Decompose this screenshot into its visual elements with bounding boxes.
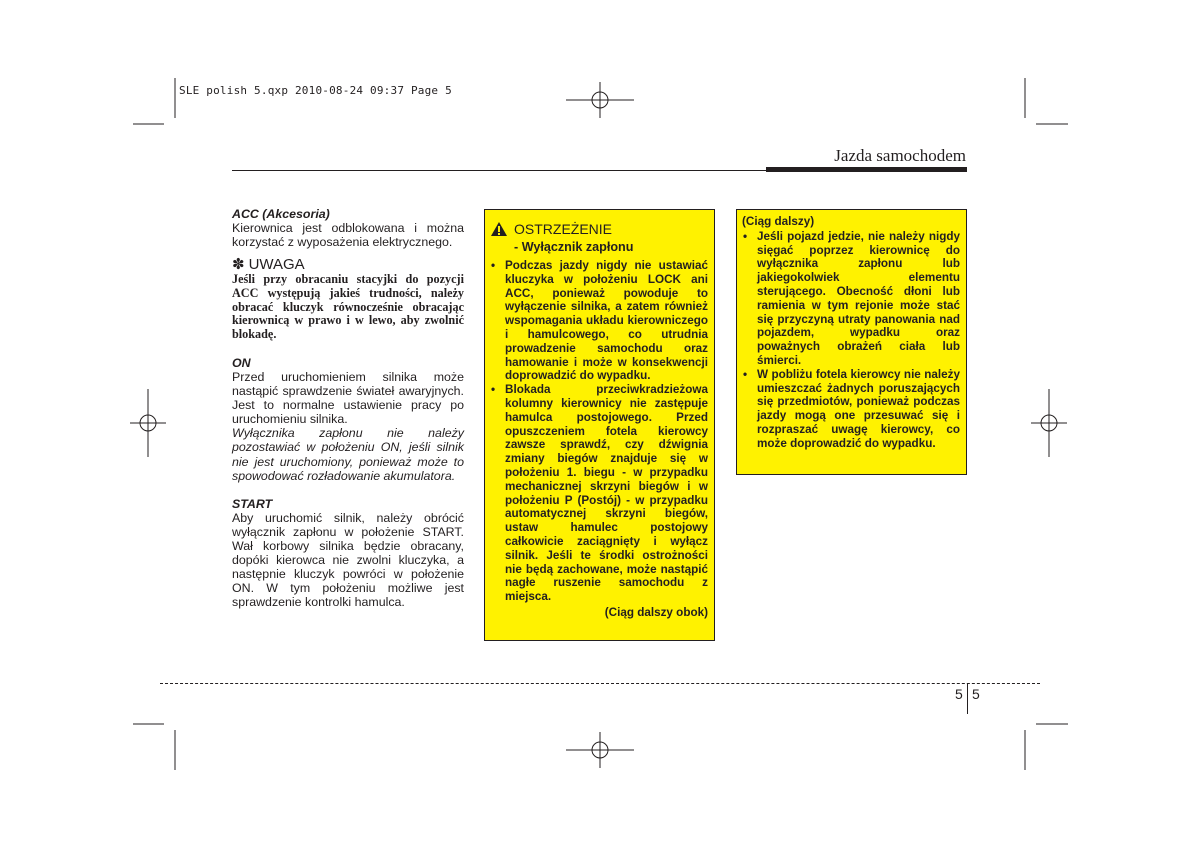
footer-rule: [160, 683, 1040, 684]
section-title: Jazda samochodem: [834, 146, 966, 165]
continued-bullet: [742, 368, 960, 451]
warning-bullet-text: Podczas jazdy nigdy nie ustawiać kluczyka w położeniu LOCK ani ACC, ponieważ powoduje to wyłączenie silnika, a zatem również wspomagania układu kierowniczego i hamulcowego, co utrudnia prowadzenie samochodu oraz hamowanie i może w konsekwencji doprowadzić do wypadku.: [505, 259, 708, 383]
warning-triangle-icon: [490, 221, 508, 237]
on-italic-text: Wyłącznika zapłonu nie należy pozostawiać w położeniu ON, jeśli silnik nie jest uruchomiony, ponieważ może to spowodować rozładowanie akumulatora.: [232, 426, 464, 483]
warning-title: OSTRZEŻENIE: [514, 221, 613, 237]
file-slug: SLE polish 5.qxp 2010-08-24 09:37 Page 5: [179, 84, 452, 97]
section-number: 5: [955, 686, 963, 702]
continued-note: (Ciąg dalszy obok): [604, 605, 708, 619]
warning-bullet: [490, 259, 708, 383]
bullet-icon: •: [491, 259, 496, 272]
bullet-icon: •: [491, 383, 496, 397]
bullet-icon: •: [743, 367, 748, 381]
acc-text: Kierownica jest odblokowana i można korzystać z wyposażenia elektrycznego.: [232, 221, 464, 250]
page-number: 5: [972, 686, 980, 702]
continued-bullet-text: Jeśli pojazd jedzie, nie należy nigdy sięgać poprzez kierownicę do wyłącznika zapłonu lub jakiegokolwiek elementu sterującego. Obecność dłoni lub ramienia w tym rejonie może stać się przyczyną utraty panowania nad pojazdem, wypadku oraz poważnych obrażeń ciała lub śmierci.: [757, 229, 960, 367]
warning-bullet: [490, 383, 708, 604]
bullet-icon: •: [743, 229, 748, 243]
header-rule-accent: [766, 167, 967, 172]
main-column: [232, 207, 464, 609]
start-heading: START: [232, 496, 273, 511]
on-text: Przed uruchomieniem silnika może nastąpić sprawdzenie świateł awaryjnych. Jest to normalne ustawienie pracy po uruchomieniu silnika.: [232, 369, 464, 427]
asterisk-icon: ✽: [232, 256, 245, 274]
warning-bullet-text: Blokada przeciwkradzieżowa kolumny kierownicy nie zastępuje hamulca postojowego. Przed opuszczeniem fotela kierowcy zawsze sprawdź, czy dźwignia zmiany biegów znajduje się w położeniu 1. biegu - w przypadku mechanicznej skrzyni biegów i w położeniu P (Postój) - w przypadku automatycznej skrzyni biegów, ustaw hamulec postojowy całkowicie zaciągnięty i wyłącz silnik. Jeśli te środki ostrożności nie będą zachowane, może nastąpić nagłe ruszenie samochodu z miejsca.: [505, 383, 708, 604]
acc-heading: ACC (Akcesoria): [232, 207, 330, 221]
continued-bullet: [742, 230, 960, 368]
warning-box: [484, 209, 715, 641]
warning-heading: [490, 220, 708, 238]
warning-subtitle: - Wyłącznik zapłonu: [514, 240, 634, 254]
on-heading: ON: [232, 355, 251, 370]
note-title: UWAGA: [248, 256, 305, 274]
note-heading: [232, 258, 464, 272]
continued-bullet-text: W pobliżu fotela kierowcy nie należy umieszczać żadnych poruszających się przedmiotów, ponieważ podczas jazdy mogą one przesuwać się i rozpraszać uwagę kierowcy, co może doprowadzić do wypadku.: [757, 367, 960, 450]
note-text: Jeśli przy obracaniu stacyjki do pozycji ACC występują jakieś trudności, należy obracać kluczyk równocześnie obracając kierownicą w prawo i w lewo, aby zwolnić blokadę.: [232, 272, 464, 342]
continued-heading: (Ciąg dalszy): [742, 215, 815, 228]
start-text: Aby uruchomić silnik, należy obrócić wyłącznik zapłonu w położenie START. Wał korbowy silnika będzie obracany, dopóki kierowca nie zwolni kluczyka, a następnie kluczyk powróci w położenie ON. W tym położeniu możliwe jest sprawdzenie kontrolki hamulca.: [232, 510, 464, 610]
page-number-separator: [967, 684, 968, 714]
warning-continued-box: [736, 209, 967, 475]
